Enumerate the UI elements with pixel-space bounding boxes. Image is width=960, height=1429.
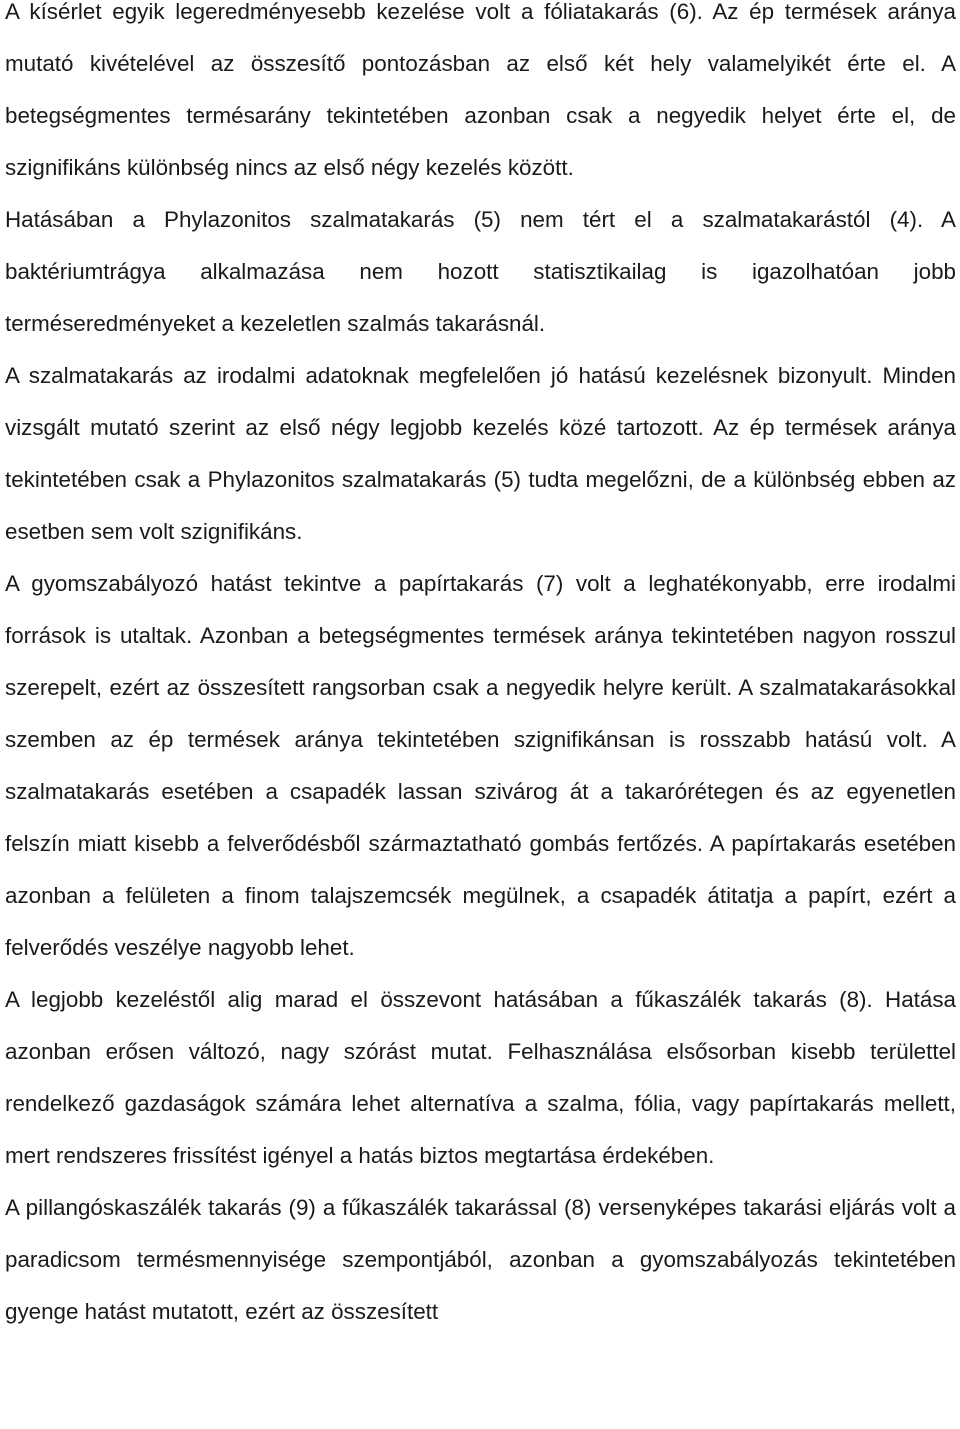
paragraph-foliatakaras: A kísérlet egyik legeredményesebb kezelése volt a fóliatakarás (6). Az ép termések aránya mutató kivételével az összesítő pontozásban az első két hely valamelyikét érte el. A betegségmentes termésarány tekintetében azonban csak a negyedik helyet érte el, de szignifikáns különbség nincs az első négy kezelés között. bbox=[5, 0, 956, 180]
paragraph-szalmatakaras: A szalmatakarás az irodalmi adatoknak megfelelően jó hatású kezelésnek bizonyult. Minden vizsgált mutató szerint az első négy legjobb kezelés közé tartozott. Az ép termések aránya tekintetében csak a Phylazonitos szalmatakarás (5) tudta megelőzni, de a különbség ebben az esetben sem volt szignifikáns. bbox=[5, 363, 956, 544]
paragraph-pillangoskaszalek: A pillangóskaszálék takarás (9) a fűkaszálék takarással (8) versenyképes takarási eljárás volt a paradicsom termésmennyisége szempontjából, azonban a gyomszabályozás tekintetében gyenge hatást mutatott, ezért az összesített bbox=[5, 1195, 956, 1324]
paragraph-fukaszalek: A legjobb kezeléstől alig marad el összevont hatásában a fűkaszálék takarás (8). Hatása azonban erősen változó, nagy szórást mutat. Felhasználása elsősorban kisebb területtel rendelkező gazdaságok számára lehet alternatíva a szalma, fólia, vagy papírtakarás mellett, mert rendszeres frissítést igényel a hatás biztos megtartása érdekében. bbox=[5, 987, 956, 1168]
paragraph-phylazonitos: Hatásában a Phylazonitos szalmatakarás (5) nem tért el a szalmatakarástól (4). A baktériumtrágya alkalmazása nem hozott statisztikailag is igazolhatóan jobb terméseredményeket a kezeletlen szalmás takarásnál. bbox=[5, 207, 956, 336]
paragraph-papirtakaras: A gyomszabályozó hatást tekintve a papírtakarás (7) volt a leghatékonyabb, erre irodalmi források is utaltak. Azonban a betegségmentes termések aránya tekintetében nagyon rosszul szerepelt, ezért az összesített rangsorban csak a negyedik helyre került. A szalmatakarásokkal szemben az ép termések aránya tekintetében szignifikánsan is rosszabb hatású volt. A szalmatakarás esetében a csapadék lassan szivárog át a takarórétegen és az egyenetlen felszín miatt kisebb a felverődésből származtatható gombás fertőzés. A papírtakarás esetében azonban a felületen a finom talajszemcsék megülnek, a csapadék átitatja a papírt, ezért a felverődés veszélye nagyobb lehet. bbox=[5, 571, 956, 960]
